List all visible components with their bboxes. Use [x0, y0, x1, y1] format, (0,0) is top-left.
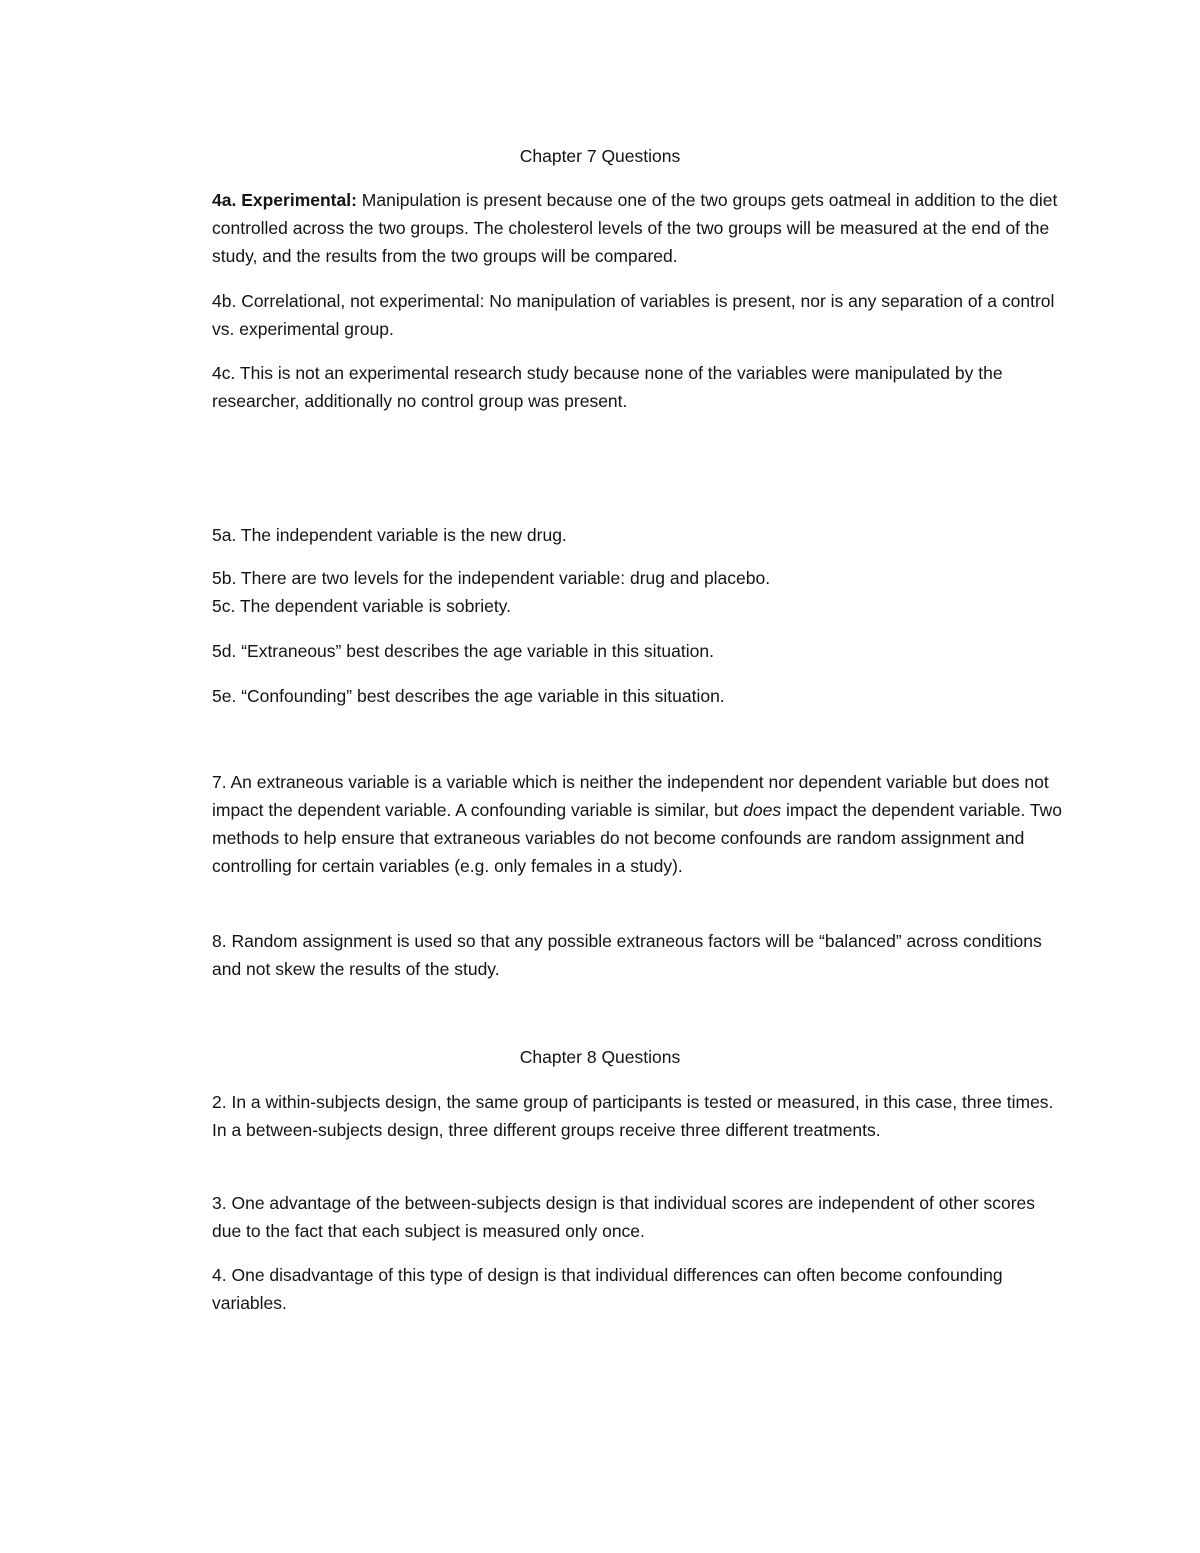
answer-5e — [212, 682, 1062, 710]
answer-ch8-4 — [212, 1261, 1062, 1317]
answer-ch8-3 — [212, 1189, 1062, 1245]
answer-5a — [212, 521, 1062, 549]
answer-5b-text: There are two levels for the independent variable: drug and placebo. — [236, 568, 771, 588]
answer-5d-label: 5d. — [212, 641, 237, 661]
answer-8-label: 8. — [212, 931, 227, 951]
answer-4b — [212, 287, 1062, 343]
answer-5d — [212, 637, 1062, 665]
answer-4c-label: 4c. — [212, 363, 236, 383]
answer-5e-label: 5e. — [212, 686, 237, 706]
answer-ch8-3-label: 3. — [212, 1193, 227, 1213]
answer-7-label: 7. — [212, 772, 227, 792]
answer-8 — [212, 927, 1062, 983]
chapter-7-heading: Chapter 7 Questions — [519, 146, 681, 166]
answer-4b-label: 4b. — [212, 291, 237, 311]
answer-4b-text: Correlational, not experimental: No manipulation of variables is present, nor is any separation of a control vs. experimental group. — [212, 291, 1055, 339]
answer-7-text-after: impact the dependent variable. Two methods to help ensure that extraneous variables do not become confounds are random assignment and controlling for certain variables (e.g. only females in a study). — [212, 800, 1062, 876]
answer-5d-text: “Extraneous” best describes the age variable in this situation. — [236, 641, 714, 661]
answer-5b-label: 5b. — [212, 568, 237, 588]
answer-5a-text: The independent variable is the new drug. — [236, 525, 567, 545]
answer-7-text-before: An extraneous variable is a variable which is neither the independent nor dependent variable but does not impact the dependent variable. A confounding variable is similar, but — [212, 772, 1049, 820]
answer-7 — [212, 768, 1062, 880]
answer-5b — [212, 564, 1062, 592]
answer-ch8-2-label: 2. — [212, 1092, 227, 1112]
answer-5c-label: 5c. — [212, 596, 236, 616]
answer-5e-text: “Confounding” best describes the age variable in this situation. — [236, 686, 725, 706]
answer-4a-text: Manipulation is present because one of the two groups gets oatmeal in addition to the diet controlled across the two groups. The cholesterol levels of the two groups will be measured at the end of the study, and the results from the two groups will be compared. — [212, 190, 1058, 266]
answer-ch8-3-text: One advantage of the between-subjects design is that individual scores are independent of other scores due to the fact that each subject is measured only once. — [212, 1193, 1036, 1241]
chapter-8-heading: Chapter 8 Questions — [519, 1047, 681, 1067]
answer-8-text: Random assignment is used so that any possible extraneous factors will be “balanced” across conditions and not skew the results of the study. — [212, 931, 1042, 979]
answer-7-emphasis: does — [743, 800, 782, 820]
answer-5c-text: The dependent variable is sobriety. — [235, 596, 511, 616]
answer-5c — [212, 592, 1062, 620]
answer-ch8-4-label: 4. — [212, 1265, 227, 1285]
answer-4c — [212, 359, 1062, 415]
answer-ch8-2-text: In a within-subjects design, the same group of participants is tested or measured, in this case, three times. In a between-subjects design, three different groups receive three different treatments. — [212, 1092, 1054, 1140]
answer-ch8-4-text: One disadvantage of this type of design is that individual differences can often become confounding variables. — [212, 1265, 1003, 1313]
answer-4c-text: This is not an experimental research study because none of the variables were manipulated by the researcher, additionally no control group was present. — [212, 363, 1003, 411]
answer-4a-label: 4a. — [212, 190, 237, 210]
answer-5a-label: 5a. — [212, 525, 237, 545]
answer-4a — [212, 186, 1062, 270]
answer-ch8-2 — [212, 1088, 1062, 1144]
answer-4a-type: Experimental: — [241, 190, 357, 210]
